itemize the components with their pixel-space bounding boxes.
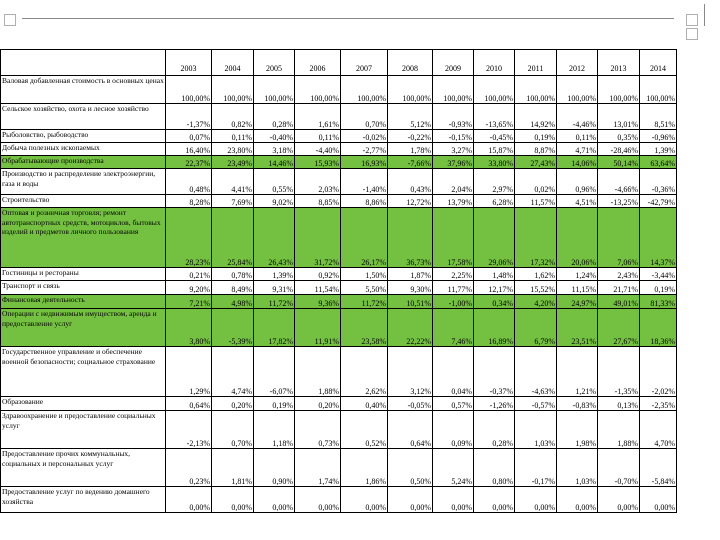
value-cell: 0,00% bbox=[212, 487, 254, 513]
value-cell: 63,64% bbox=[640, 156, 677, 169]
value-cell: 0,57% bbox=[433, 397, 474, 411]
value-cell: 0,21% bbox=[166, 268, 212, 281]
value-cell: -1,40% bbox=[341, 169, 388, 195]
value-cell: 7,46% bbox=[433, 309, 474, 347]
value-cell: 0,00% bbox=[254, 487, 295, 513]
value-cell: -1,00% bbox=[433, 295, 474, 309]
value-cell: 3,12% bbox=[388, 347, 433, 397]
value-cell: 17,32% bbox=[515, 208, 557, 268]
value-cell: 0,00% bbox=[341, 487, 388, 513]
value-cell: 4,51% bbox=[557, 195, 598, 208]
year-header: 2012 bbox=[557, 50, 598, 76]
value-cell: -0,45% bbox=[474, 130, 515, 143]
value-cell: 13,01% bbox=[598, 104, 640, 130]
value-cell: 0,19% bbox=[640, 281, 677, 295]
value-cell: 8,51% bbox=[640, 104, 677, 130]
value-cell: 1,39% bbox=[254, 268, 295, 281]
value-cell: 22,37% bbox=[166, 156, 212, 169]
table-row bbox=[1, 143, 677, 156]
value-cell: 7,69% bbox=[212, 195, 254, 208]
table-row bbox=[1, 104, 677, 130]
year-header: 2014 bbox=[640, 50, 677, 76]
row-label: Добыча полезных ископаемых bbox=[1, 143, 166, 156]
value-cell: 21,71% bbox=[598, 281, 640, 295]
value-cell: -0,02% bbox=[341, 130, 388, 143]
value-cell: 0,11% bbox=[295, 130, 341, 143]
value-cell: 3,80% bbox=[166, 309, 212, 347]
year-header: 2011 bbox=[515, 50, 557, 76]
value-cell: 11,57% bbox=[515, 195, 557, 208]
value-cell: 23,49% bbox=[212, 156, 254, 169]
value-cell: 81,33% bbox=[640, 295, 677, 309]
value-cell: 23,51% bbox=[557, 309, 598, 347]
value-cell: 2,97% bbox=[474, 169, 515, 195]
value-cell: 0,11% bbox=[557, 130, 598, 143]
value-cell: -4,66% bbox=[598, 169, 640, 195]
value-cell: 8,28% bbox=[166, 195, 212, 208]
table-body bbox=[1, 76, 677, 513]
value-cell: 9,36% bbox=[295, 295, 341, 309]
row-label: Валовая добавленная стоимость в основных ценах bbox=[1, 76, 166, 104]
table-row bbox=[1, 169, 677, 195]
value-cell: 0,00% bbox=[515, 487, 557, 513]
year-header: 2007 bbox=[341, 50, 388, 76]
value-cell: 1,03% bbox=[557, 449, 598, 487]
value-cell: 0,92% bbox=[295, 268, 341, 281]
value-cell: 23,58% bbox=[341, 309, 388, 347]
value-cell: 11,54% bbox=[295, 281, 341, 295]
value-cell: 23,80% bbox=[212, 143, 254, 156]
table-row bbox=[1, 76, 677, 104]
value-cell: 29,06% bbox=[474, 208, 515, 268]
value-cell: 0,55% bbox=[254, 169, 295, 195]
value-cell: -0,17% bbox=[515, 449, 557, 487]
value-cell: 1,39% bbox=[640, 143, 677, 156]
value-cell: 0,19% bbox=[254, 397, 295, 411]
value-cell: 0,20% bbox=[212, 397, 254, 411]
year-header: 2004 bbox=[212, 50, 254, 76]
value-cell: 50,14% bbox=[598, 156, 640, 169]
value-cell: 25,84% bbox=[212, 208, 254, 268]
value-cell: 6,79% bbox=[515, 309, 557, 347]
value-cell: 4,41% bbox=[212, 169, 254, 195]
row-label: Обрабатывающие производства bbox=[1, 156, 166, 169]
value-cell: -13,25% bbox=[598, 195, 640, 208]
value-cell: 11,77% bbox=[433, 281, 474, 295]
value-cell: -13,65% bbox=[474, 104, 515, 130]
value-cell: 15,52% bbox=[515, 281, 557, 295]
value-cell: 2,25% bbox=[433, 268, 474, 281]
row-label: Производство и распределение электроэнергии, газа и воды bbox=[1, 169, 166, 195]
value-cell: 3,18% bbox=[254, 143, 295, 156]
value-cell: 100,00% bbox=[254, 76, 295, 104]
value-cell: 0,11% bbox=[212, 130, 254, 143]
value-cell: 0,00% bbox=[557, 487, 598, 513]
value-cell: 1,62% bbox=[515, 268, 557, 281]
value-cell: 0,23% bbox=[166, 449, 212, 487]
table-row bbox=[1, 347, 677, 397]
value-cell: 4,70% bbox=[640, 411, 677, 449]
value-cell: 100,00% bbox=[557, 76, 598, 104]
value-cell: 0,07% bbox=[166, 130, 212, 143]
value-cell: -2,77% bbox=[341, 143, 388, 156]
decor-square-right-top bbox=[686, 14, 698, 26]
table-row bbox=[1, 309, 677, 347]
row-label: Рыболовство, рыбоводство bbox=[1, 130, 166, 143]
value-cell: 1,48% bbox=[474, 268, 515, 281]
value-cell: 26,17% bbox=[341, 208, 388, 268]
value-cell: 0,96% bbox=[557, 169, 598, 195]
value-cell: 0,34% bbox=[474, 295, 515, 309]
value-cell: 5,12% bbox=[388, 104, 433, 130]
header-row bbox=[1, 50, 677, 76]
value-cell: 8,85% bbox=[295, 195, 341, 208]
value-cell: 20,06% bbox=[557, 208, 598, 268]
value-cell: 3,27% bbox=[433, 143, 474, 156]
value-cell: 24,97% bbox=[557, 295, 598, 309]
value-cell: 0,70% bbox=[212, 411, 254, 449]
table-row bbox=[1, 487, 677, 513]
table-row bbox=[1, 449, 677, 487]
value-cell: 0,00% bbox=[474, 487, 515, 513]
value-cell: -5,39% bbox=[212, 309, 254, 347]
table-row bbox=[1, 397, 677, 411]
row-label: Финансовая деятельность bbox=[1, 295, 166, 309]
value-cell: -0,05% bbox=[388, 397, 433, 411]
value-cell: 1,61% bbox=[295, 104, 341, 130]
value-cell: 0,50% bbox=[388, 449, 433, 487]
table-row bbox=[1, 411, 677, 449]
value-cell: 8,87% bbox=[515, 143, 557, 156]
value-cell: 22,22% bbox=[388, 309, 433, 347]
row-label: Образование bbox=[1, 397, 166, 411]
value-cell: 100,00% bbox=[212, 76, 254, 104]
value-cell: 100,00% bbox=[341, 76, 388, 104]
value-cell: -0,22% bbox=[388, 130, 433, 143]
value-cell: 0,52% bbox=[341, 411, 388, 449]
value-cell: 0,35% bbox=[598, 130, 640, 143]
value-cell: 13,79% bbox=[433, 195, 474, 208]
value-cell: 8,86% bbox=[341, 195, 388, 208]
value-cell: 0,09% bbox=[433, 411, 474, 449]
value-cell: 2,04% bbox=[433, 169, 474, 195]
value-cell: 2,43% bbox=[598, 268, 640, 281]
value-cell: 100,00% bbox=[295, 76, 341, 104]
value-cell: 0,70% bbox=[341, 104, 388, 130]
value-cell: 11,91% bbox=[295, 309, 341, 347]
value-cell: -0,96% bbox=[640, 130, 677, 143]
value-cell: 15,93% bbox=[295, 156, 341, 169]
table-row bbox=[1, 156, 677, 169]
row-label: Операции с недвижимым имуществом, аренда и предоставление услуг bbox=[1, 309, 166, 347]
value-cell: 100,00% bbox=[166, 76, 212, 104]
year-header: 2006 bbox=[295, 50, 341, 76]
value-cell: 0,43% bbox=[388, 169, 433, 195]
value-cell: 0,73% bbox=[295, 411, 341, 449]
value-cell: 16,89% bbox=[474, 309, 515, 347]
table-row bbox=[1, 195, 677, 208]
value-cell: 28,23% bbox=[166, 208, 212, 268]
value-cell: 0,82% bbox=[212, 104, 254, 130]
value-cell: 0,48% bbox=[166, 169, 212, 195]
value-cell: 1,03% bbox=[515, 411, 557, 449]
decor-rule bbox=[22, 18, 674, 19]
value-cell: 0,19% bbox=[515, 130, 557, 143]
value-cell: 1,88% bbox=[295, 347, 341, 397]
year-header: 2009 bbox=[433, 50, 474, 76]
value-cell: 0,28% bbox=[254, 104, 295, 130]
value-cell: 6,28% bbox=[474, 195, 515, 208]
header-corner bbox=[1, 50, 166, 76]
value-cell: 1,29% bbox=[166, 347, 212, 397]
value-cell: 14,37% bbox=[640, 208, 677, 268]
value-cell: 0,90% bbox=[254, 449, 295, 487]
value-cell: 0,00% bbox=[433, 487, 474, 513]
value-cell: 7,21% bbox=[166, 295, 212, 309]
row-label: Гостиницы и рестораны bbox=[1, 268, 166, 281]
value-cell: -0,37% bbox=[474, 347, 515, 397]
value-cell: -2,35% bbox=[640, 397, 677, 411]
value-cell: -42,79% bbox=[640, 195, 677, 208]
value-cell: 0,64% bbox=[388, 411, 433, 449]
value-cell: 100,00% bbox=[388, 76, 433, 104]
value-cell: 100,00% bbox=[474, 76, 515, 104]
value-cell: 0,00% bbox=[166, 487, 212, 513]
value-cell: -4,63% bbox=[515, 347, 557, 397]
value-cell: 2,03% bbox=[295, 169, 341, 195]
value-cell: -1,26% bbox=[474, 397, 515, 411]
value-cell: -0,15% bbox=[433, 130, 474, 143]
value-cell: -4,46% bbox=[557, 104, 598, 130]
value-cell: -0,57% bbox=[515, 397, 557, 411]
value-cell: 0,04% bbox=[433, 347, 474, 397]
year-header: 2005 bbox=[254, 50, 295, 76]
year-header: 2010 bbox=[474, 50, 515, 76]
table-row bbox=[1, 295, 677, 309]
value-cell: 0,02% bbox=[515, 169, 557, 195]
decor-square-left bbox=[4, 14, 16, 26]
value-cell: 4,71% bbox=[557, 143, 598, 156]
value-cell: 18,36% bbox=[640, 309, 677, 347]
value-cell: 9,02% bbox=[254, 195, 295, 208]
row-label: Транспорт и связь bbox=[1, 281, 166, 295]
value-cell: 8,49% bbox=[212, 281, 254, 295]
value-cell: 0,00% bbox=[295, 487, 341, 513]
value-cell: 14,92% bbox=[515, 104, 557, 130]
value-cell: 1,18% bbox=[254, 411, 295, 449]
value-cell: 37,96% bbox=[433, 156, 474, 169]
value-cell: 1,78% bbox=[388, 143, 433, 156]
row-label: Сельское хозяйство, охота и лесное хозяйство bbox=[1, 104, 166, 130]
value-cell: -4,40% bbox=[295, 143, 341, 156]
value-cell: 16,40% bbox=[166, 143, 212, 156]
decor-square-right-bottom bbox=[686, 28, 698, 40]
value-cell: 9,30% bbox=[388, 281, 433, 295]
value-cell: 9,20% bbox=[166, 281, 212, 295]
value-cell: -2,13% bbox=[166, 411, 212, 449]
value-cell: 0,00% bbox=[598, 487, 640, 513]
value-cell: 10,51% bbox=[388, 295, 433, 309]
value-cell: -0,40% bbox=[254, 130, 295, 143]
value-cell: 1,87% bbox=[388, 268, 433, 281]
value-cell: 100,00% bbox=[515, 76, 557, 104]
value-cell: 100,00% bbox=[598, 76, 640, 104]
value-cell: 0,13% bbox=[598, 397, 640, 411]
value-cell: 1,86% bbox=[341, 449, 388, 487]
table-row bbox=[1, 130, 677, 143]
value-cell: 26,43% bbox=[254, 208, 295, 268]
value-cell: 9,31% bbox=[254, 281, 295, 295]
value-cell: -1,35% bbox=[598, 347, 640, 397]
row-label: Предоставление прочих коммунальных, социальных и персональных услуг bbox=[1, 449, 166, 487]
value-cell: 0,28% bbox=[474, 411, 515, 449]
value-cell: 33,80% bbox=[474, 156, 515, 169]
row-label: Предоставление услуг по ведению домашнего хозяйства bbox=[1, 487, 166, 513]
value-cell: 4,20% bbox=[515, 295, 557, 309]
row-label: Оптовая и розничная торговля; ремонт автотранспортных средств, мотоциклов, бытовых изделий и предметов личного пользования bbox=[1, 208, 166, 268]
value-cell: 1,81% bbox=[212, 449, 254, 487]
value-cell: 0,00% bbox=[640, 487, 677, 513]
row-label: Строительство bbox=[1, 195, 166, 208]
value-cell: -0,70% bbox=[598, 449, 640, 487]
value-cell: 27,67% bbox=[598, 309, 640, 347]
value-cell: -6,07% bbox=[254, 347, 295, 397]
value-cell: 0,78% bbox=[212, 268, 254, 281]
value-cell: 5,24% bbox=[433, 449, 474, 487]
value-added-table bbox=[0, 49, 677, 513]
value-cell: -3,44% bbox=[640, 268, 677, 281]
value-cell: 14,06% bbox=[557, 156, 598, 169]
value-cell: 16,93% bbox=[341, 156, 388, 169]
value-cell: -28,46% bbox=[598, 143, 640, 156]
value-cell: 1,74% bbox=[295, 449, 341, 487]
value-cell: -0,83% bbox=[557, 397, 598, 411]
value-cell: 17,82% bbox=[254, 309, 295, 347]
value-cell: 1,50% bbox=[341, 268, 388, 281]
table-row bbox=[1, 208, 677, 268]
row-label: Государственное управление и обеспечение военной безопасности; социальное страхование bbox=[1, 347, 166, 397]
table-row bbox=[1, 281, 677, 295]
value-cell: 100,00% bbox=[433, 76, 474, 104]
value-cell: 1,21% bbox=[557, 347, 598, 397]
value-cell: 11,72% bbox=[254, 295, 295, 309]
value-cell: 100,00% bbox=[640, 76, 677, 104]
year-header: 2013 bbox=[598, 50, 640, 76]
value-cell: 36,73% bbox=[388, 208, 433, 268]
data-table-container bbox=[0, 49, 677, 513]
value-cell: -0,36% bbox=[640, 169, 677, 195]
value-cell: 1,98% bbox=[557, 411, 598, 449]
value-cell: 31,72% bbox=[295, 208, 341, 268]
value-cell: 11,72% bbox=[341, 295, 388, 309]
table-row bbox=[1, 268, 677, 281]
value-cell: 5,50% bbox=[341, 281, 388, 295]
value-cell: 15,87% bbox=[474, 143, 515, 156]
value-cell: 2,62% bbox=[341, 347, 388, 397]
value-cell: 17,58% bbox=[433, 208, 474, 268]
value-cell: -7,66% bbox=[388, 156, 433, 169]
value-cell: 0,40% bbox=[341, 397, 388, 411]
value-cell: 4,98% bbox=[212, 295, 254, 309]
value-cell: 27,43% bbox=[515, 156, 557, 169]
value-cell: 7,06% bbox=[598, 208, 640, 268]
value-cell: 0,80% bbox=[474, 449, 515, 487]
year-header: 2008 bbox=[388, 50, 433, 76]
year-header: 2003 bbox=[166, 50, 212, 76]
value-cell: -5,84% bbox=[640, 449, 677, 487]
value-cell: -2,02% bbox=[640, 347, 677, 397]
value-cell: 4,74% bbox=[212, 347, 254, 397]
value-cell: 0,64% bbox=[166, 397, 212, 411]
value-cell: 12,72% bbox=[388, 195, 433, 208]
decor-vertical-rule bbox=[704, 4, 705, 26]
value-cell: 0,20% bbox=[295, 397, 341, 411]
value-cell: -1,37% bbox=[166, 104, 212, 130]
row-label: Здравоохранение и предоставление социальных услуг bbox=[1, 411, 166, 449]
value-cell: 49,01% bbox=[598, 295, 640, 309]
value-cell: 0,00% bbox=[388, 487, 433, 513]
value-cell: -0,93% bbox=[433, 104, 474, 130]
value-cell: 11,15% bbox=[557, 281, 598, 295]
value-cell: 14,46% bbox=[254, 156, 295, 169]
value-cell: 12,17% bbox=[474, 281, 515, 295]
value-cell: 1,24% bbox=[557, 268, 598, 281]
value-cell: 1,88% bbox=[598, 411, 640, 449]
